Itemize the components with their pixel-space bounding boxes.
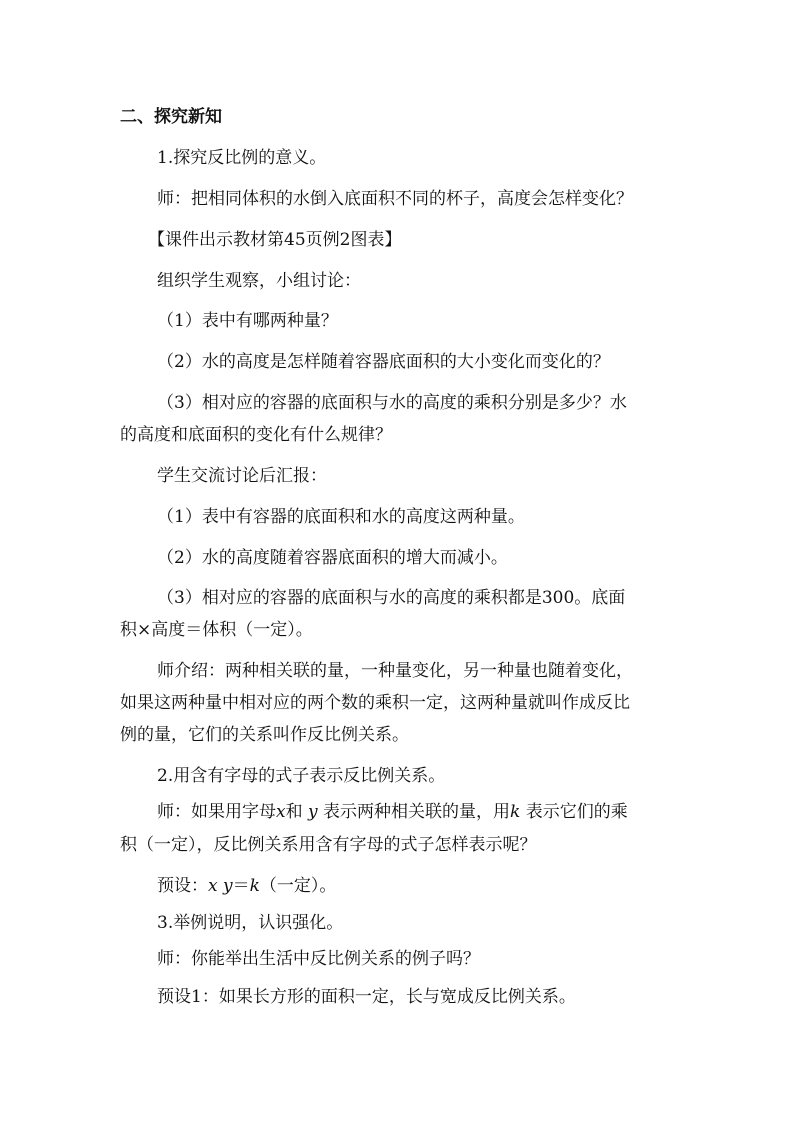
text-run: 表示它们的乘	[525, 802, 628, 822]
paragraph-line: 师：把相同体积的水倒入底面积不同的杯子，高度会怎样变化？	[157, 189, 633, 209]
variable-y: y	[223, 876, 233, 896]
variable-x: x	[208, 876, 218, 896]
text-run: （一定）。	[259, 876, 337, 896]
paragraph-line: （2）水的高度随着容器底面积的增大而减小。	[157, 548, 508, 568]
text-run: 和	[285, 802, 303, 822]
paragraph-line: 学生交流讨论后汇报：	[157, 466, 327, 486]
paragraph-line: 组织学生观察，小组讨论：	[157, 271, 361, 291]
paragraph-line: 的高度和底面积的变化有什么规律？	[120, 425, 392, 445]
paragraph-line: （2）水的高度是怎样随着容器底面积的大小变化而变化的？	[157, 352, 610, 372]
paragraph-line: 预设1：如果长方形的面积一定，长与宽成反比例关系。	[157, 987, 576, 1007]
paragraph-line: 师介绍：两种相关联的量，一种量变化，另一种量也随着变化，	[157, 661, 633, 681]
paragraph-line: 【课件出示教材第45页例2图表】	[148, 230, 402, 250]
paragraph-line: （3）相对应的容器的底面积与水的高度的乘积都是300。底面	[157, 588, 626, 608]
variable-k: k	[510, 802, 521, 822]
paragraph-line: 1.探究反比例的意义。	[157, 148, 327, 168]
paragraph-line: 3.举例说明，认识强化。	[157, 913, 344, 933]
paragraph-line: （3）相对应的容器的底面积与水的高度的乘积分别是多少？水	[157, 393, 627, 413]
paragraph-line: 例的量，它们的关系叫作反比例关系。	[120, 725, 409, 745]
formula-line	[157, 874, 336, 898]
equals-sign: ＝	[232, 876, 250, 896]
paragraph-line: 师：你能举出生活中反比例关系的例子吗？	[157, 949, 480, 969]
variable-y: y	[308, 802, 318, 822]
section-title: 二、探究新知	[120, 107, 222, 127]
variable-k: k	[249, 876, 260, 896]
text-run: 师：如果用字母	[157, 802, 276, 822]
paragraph-line: 2.用含有字母的式子表示反比例关系。	[157, 766, 446, 786]
paragraph-line: 积×高度＝体积（一定）。	[120, 620, 313, 640]
text-run: 预设：	[157, 876, 208, 896]
paragraph-line: 积（一定），反比例关系用含有字母的式子怎样表示呢？	[120, 835, 537, 855]
paragraph-line: 如果这两种量中相对应的两个数的乘积一定，这两种量就叫作成反比	[120, 693, 630, 713]
variable-x: x	[276, 802, 286, 822]
paragraph-line: （1）表中有容器的底面积和水的高度这两种量。	[157, 507, 525, 527]
text-run: 表示两种相关联的量，用	[323, 802, 511, 822]
paragraph-line-with-variables	[157, 800, 628, 824]
paragraph-line: （1）表中有哪两种量？	[157, 311, 338, 331]
